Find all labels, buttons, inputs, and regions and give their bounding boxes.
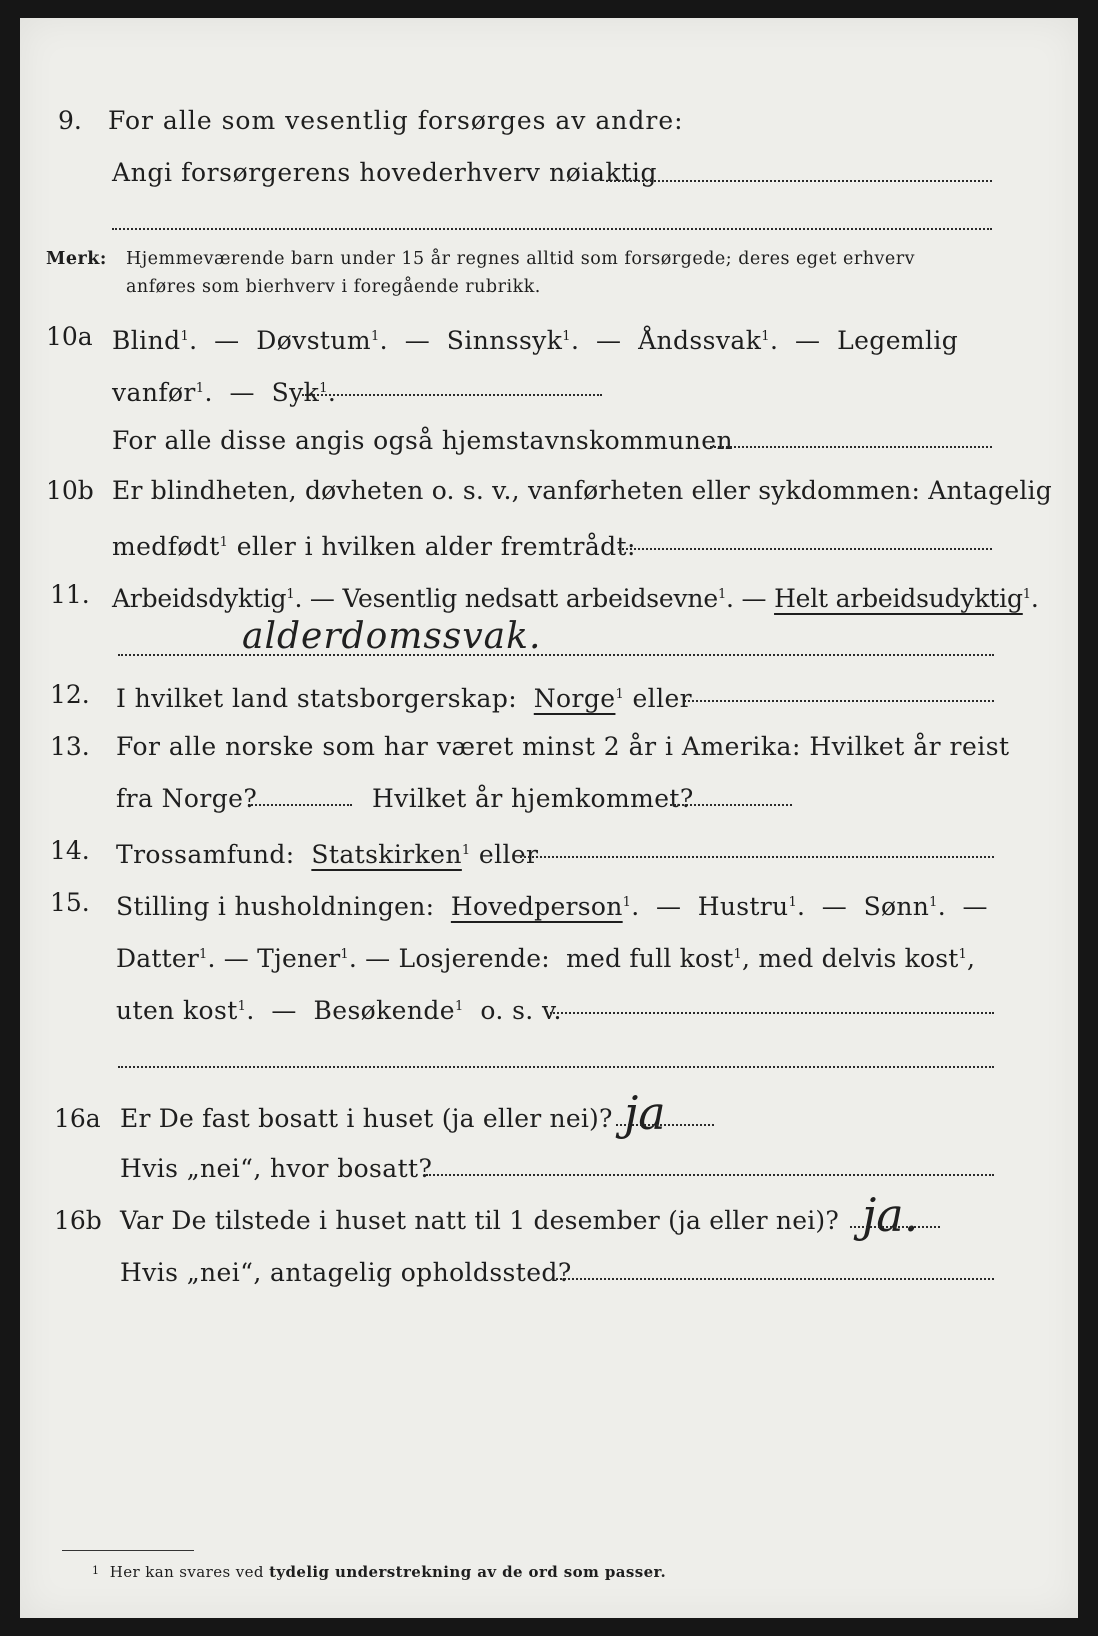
q15-line2: Datter$^1$. — Tjener$^1$. — Losjerende: med full kost$^1$, med delvis kost$^1$, (116, 944, 976, 973)
sup: 1 (340, 947, 349, 962)
q16b-handwritten-answer: ja. (862, 1188, 919, 1242)
opt-norge[interactable]: Norge (533, 684, 616, 713)
sup: 1 (615, 687, 625, 702)
sup: 1 (195, 381, 205, 396)
q10b-line2 (112, 526, 636, 564)
q13-reist-answer-line[interactable] (248, 804, 352, 806)
q10b-line2-text: eller i hvilken alder fremtrådt: (236, 532, 636, 561)
q16a-line1: Er De fast bosatt i huset (ja eller nei)? (120, 1104, 613, 1133)
sup: 1 (717, 587, 727, 602)
opt-tjener[interactable]: Tjener (257, 944, 341, 973)
opt-datter[interactable]: Datter (116, 944, 199, 973)
sup: 1 (929, 895, 938, 910)
q13-hjemkommet-answer-line[interactable] (670, 804, 792, 806)
q12-text: I hvilket land statsborgerskap: (116, 684, 518, 713)
census-form-page (20, 18, 1078, 1618)
q12-answer-line[interactable] (684, 700, 994, 702)
q11-number: 11. (50, 580, 90, 609)
q15-answer-line-2[interactable] (118, 1066, 994, 1068)
q10a-line3: For alle disse angis også hjemstavnskommunen (112, 426, 733, 455)
merk-line2: anføres som bierhverv i foregående rubrikk. (126, 277, 541, 297)
q9-answer-line-2[interactable] (112, 228, 992, 230)
opt-uten-kost[interactable]: uten kost (116, 996, 238, 1025)
q16b-answer-line[interactable] (850, 1226, 940, 1228)
sup: 1 (733, 947, 743, 962)
opt-dovstum[interactable]: Døvstum (256, 326, 371, 355)
sup: 1 (461, 843, 471, 858)
q11-answer-line[interactable] (118, 654, 994, 656)
opt-udyktig[interactable]: Helt arbeidsudyktig (774, 584, 1023, 613)
footnote-rule (62, 1550, 194, 1551)
q15-losjerende: Losjerende: (398, 944, 550, 973)
footnote-bold-text: tydelig understrekning av de ord som passer. (269, 1563, 667, 1581)
q12-line (116, 678, 692, 716)
q10a-number: 10a (46, 322, 93, 351)
q11-line1: Arbeidsdyktig$^1$. — Vesentlig nedsatt arbeidsevne$^1$. — Helt arbeidsudyktig$^1$. (112, 584, 1039, 613)
q14-answer-line[interactable] (520, 856, 994, 858)
q9-line1: For alle som vesentlig forsørges av andre: (108, 106, 684, 135)
opt-delvis-kost[interactable]: med delvis kost (758, 944, 959, 973)
sup: 1 (180, 329, 190, 344)
q12-tail: eller (632, 684, 693, 713)
footnote-text: Her kan svares ved (109, 1563, 264, 1581)
q14-line (116, 834, 538, 872)
q15-number: 15. (50, 888, 90, 917)
opt-medfodt[interactable]: medfødt (112, 532, 220, 561)
opt-hovedperson[interactable]: Hovedperson (450, 892, 623, 921)
q16b-number: 16b (54, 1206, 102, 1235)
q16a-number: 16a (54, 1104, 101, 1133)
sup: 1 (788, 895, 798, 910)
opt-nedsatt[interactable]: Vesentlig nedsatt arbeidsevne (342, 584, 718, 613)
q16a-answer-line[interactable] (616, 1124, 714, 1126)
q9-line2: Angi forsørgerens hovederhverv nøiaktig (112, 158, 658, 187)
opt-andssvak[interactable]: Åndssvak (638, 326, 762, 355)
q15-line3: uten kost$^1$. — Besøkende$^1$ o. s. v. (116, 996, 562, 1025)
sup: 1 (562, 329, 571, 344)
q15-answer-line[interactable] (550, 1012, 994, 1014)
opt-syk[interactable]: Syk (271, 378, 320, 407)
sup: 1 (761, 329, 770, 344)
sup: 1 (1022, 587, 1031, 602)
q10a-syk-answer-line[interactable] (302, 394, 602, 396)
opt-vanfor[interactable]: vanfør (112, 378, 196, 407)
q16a-line2: Hvis „nei“, hvor bosatt? (120, 1154, 433, 1183)
q14-text: Trossamfund: (116, 840, 295, 869)
q11-handwritten-answer: alderdomssvak. (242, 616, 542, 657)
q10a-line2: vanfør$^1$. — Syk$^1$. (112, 378, 337, 407)
opt-full-kost[interactable]: med full kost (566, 944, 734, 973)
q10a-hjemstavn-answer-line[interactable] (710, 446, 992, 448)
q16b-line1: Var De tilstede i huset natt til 1 desember (ja eller nei)? (120, 1206, 839, 1235)
q10b-number: 10b (46, 476, 94, 505)
q14-tail: eller (478, 840, 539, 869)
sup: 1 (958, 947, 968, 962)
q10a-line1: Blind$^1$. — Døvstum$^1$. — Sinnssyk$^1$. — Åndssvak$^1$. — Legemlig (112, 326, 959, 355)
q15-text: Stilling i husholdningen: (116, 892, 435, 921)
opt-statskirken[interactable]: Statskirken (311, 840, 462, 869)
sup: 1 (454, 999, 464, 1014)
q12-number: 12. (50, 680, 90, 709)
merk-line1: Hjemmeværende barn under 15 år regnes alltid som forsørgede; deres eget erhverv (126, 249, 916, 269)
q16b-opholdssted-answer-line[interactable] (556, 1278, 994, 1280)
opt-sonn[interactable]: Sønn (863, 892, 930, 921)
opt-hustru[interactable]: Hustru (697, 892, 789, 921)
q16b-line2: Hvis „nei“, antagelig opholdssted? (120, 1258, 572, 1287)
q15-line1: Stilling i husholdningen: Hovedperson$^1$. — Hustru$^1$. — Sønn$^1$. — (116, 892, 988, 921)
q16a-bosatt-answer-line[interactable] (426, 1174, 994, 1176)
footnote-mark: 1 (92, 1564, 100, 1577)
opt-sinnssyk[interactable]: Sinnssyk (446, 326, 563, 355)
q14-number: 14. (50, 836, 90, 865)
q15-osv: o. s. v. (480, 996, 562, 1025)
sup: 1 (370, 329, 380, 344)
q13-line2-b: Hvilket år hjemkommet? (372, 784, 694, 813)
q13-line2-a: fra Norge? (116, 784, 258, 813)
sup: 1 (237, 999, 247, 1014)
q10b-answer-line[interactable] (618, 548, 992, 550)
sup: 1 (286, 587, 295, 602)
footnote (92, 1560, 666, 1583)
merk-label: Merk: (46, 249, 107, 269)
q16a-handwritten-answer: ja (624, 1086, 666, 1140)
q9-answer-line[interactable] (606, 180, 992, 182)
q9-number: 9. (58, 106, 82, 135)
q13-number: 13. (50, 732, 90, 761)
sup: 1 (622, 895, 632, 910)
sup: 1 (199, 947, 208, 962)
opt-blind[interactable]: Blind (112, 326, 181, 355)
sup: 1 (219, 535, 229, 550)
opt-besokende[interactable]: Besøkende (313, 996, 455, 1025)
q10b-line1: Er blindheten, døvheten o. s. v., vanførheten eller sykdommen: Antagelig (112, 476, 1052, 505)
sup: 1 (319, 381, 328, 396)
opt-legemlig[interactable]: Legemlig (837, 326, 959, 355)
q13-line1: For alle norske som har været minst 2 år i Amerika: Hvilket år reist (116, 732, 1010, 761)
opt-arbeidsdyktig[interactable]: Arbeidsdyktig (112, 584, 287, 613)
